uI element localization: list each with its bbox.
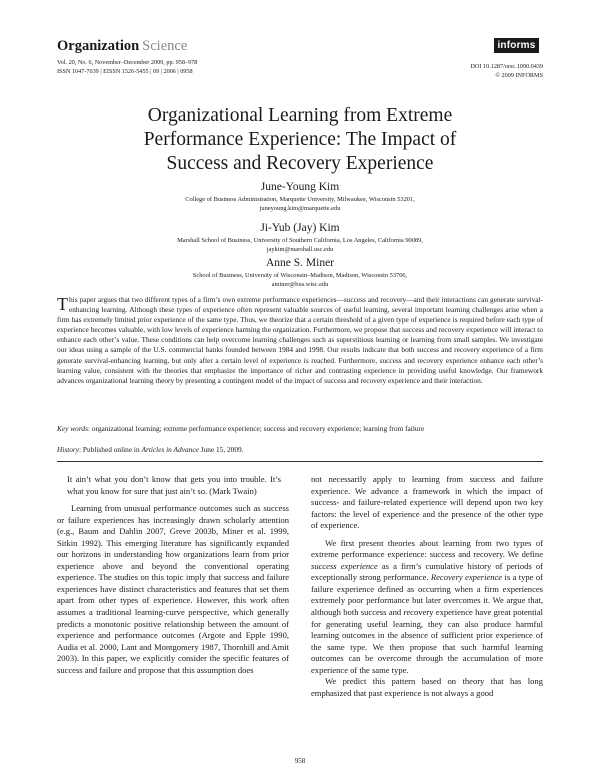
author-name: Anne S. Miner <box>265 257 335 269</box>
paragraph-text: as a firm’s cumulative history of periods of exceptionally strong performance. <box>311 560 543 583</box>
title-line: Success and Recovery Experience <box>166 153 434 174</box>
journal-name-secondary: Science <box>142 38 188 54</box>
issue-info <box>57 58 197 76</box>
abstract-dropcap: T <box>57 294 68 314</box>
author-email: jaykim@marshall.usc.edu <box>266 245 334 253</box>
author-block <box>60 222 540 254</box>
paragraph-text: is a type of failure experience defined as occurring when a firm experiences extremely poor performance but later overcomes it. We argue that, although both success and recovery experience have great potential for generating useful learning, they can also produce harmful learning outcomes in the absence of sufficient prior experience of the same type. We then propose that such harmful learning outcomes can be overcome through the accumulation of more experience of the same type. <box>311 572 543 675</box>
body-paragraph: Learning from unusual performance outcomes such as success or failure experiences has increasingly drawn scholarly attention (e.g., Baum and Dahlin 2007, Greve 2003b, Miner et al. 1999, Sitkin 1992). This emerging literature has significantly expanded our horizons in understanding how organizations learn from prior experience above and beyond the conventional operating experience. The studies on this topic imply that success and failure experiences have distinct characteristics and features that set them apart from other types of experience. However, this work often assumes a traditional learning-curve perspective, which generally predicts a monotonic positive relationship between the amount of experience and performance outcomes (Argote and Epple 1990, Audia et al. 2000, Lant and Montgomery 1987, Thornhill and Amit 2003). In this paper, we explicitly consider the specific features of success and failure and propose that this assumption does <box>57 503 289 675</box>
author-affiliation: College of Business Administration, Marquette University, Milwaukee, Wisconsin 53201, <box>185 196 415 203</box>
keywords-text: organizational learning; extreme performance experience; success and recovery experience; learning from failure <box>91 424 425 433</box>
history-date: June 15, 2009. <box>198 445 244 454</box>
doi-line: DOI 10.1287/orsc.1090.0439 <box>470 63 543 70</box>
term-success-experience: success experience <box>311 560 378 571</box>
publisher-logo: informs <box>494 38 539 53</box>
author-email: juneyoung.kim@marquette.edu <box>259 204 341 212</box>
paragraph-text: We first present theories about learning from two types of extreme performance experience: success and recovery. We define <box>311 537 543 560</box>
keywords: Key words: organizational learning; extreme performance experience; success and recovery experience; learning from failure <box>57 424 425 433</box>
history-venue: Articles in Advance <box>141 445 199 454</box>
title-line: Organizational Learning from Extreme <box>147 105 453 126</box>
journal-name <box>57 38 187 54</box>
left-column <box>57 474 289 676</box>
copyright-line: © 2009 INFORMS <box>495 72 543 79</box>
author-affiliation: School of Business, University of Wisconsin–Madison, Madison, Wisconsin 53706, <box>192 272 408 279</box>
abstract-text: his paper argues that two different types of a firm’s own extreme performance experiences—success and recovery—and their interactions can generate survival-enhancing learning. Although these types of experience often represent valuable sources of useful learning, several important learning challenges arise when a firm has extremely limited prior experience of the same type. Thus, we theorize that a certain threshold of a given type of experience is required before each type of experience becomes valuable, with low levels of experience harming the organization. Furthermore, we propose that success and recovery experience will interact to enhance each other’s value. These conditions can help overcome learning challenges such as superstitious learning or learning from small samples. We investigate our ideas using a sample of the U.S. commercial banks founded between 1984 and 1998. Our results indicate that both success and recovery experience of a firm generate survival-enhancing learning, but only after a certain level of experience is reached. Furthermore, success and recovery experience enhance each other’s learning value, consistent with the theories that emphasize the importance of richer and contrasting experience in providing useful knowledge. Our framework advances organizational learning theory by presenting a contingent model of the impact of success and recovery experience and their interaction. <box>57 295 543 385</box>
page-number: 958 <box>294 757 306 765</box>
volume-line: Vol. 20, No. 6, November–December 2009, pp. 958–978 <box>57 59 198 66</box>
history: History: Published online in Articles in Advance June 15, 2009. <box>57 445 244 454</box>
journal-name-primary: Organization <box>57 38 140 54</box>
author-block <box>60 257 540 289</box>
history-text: Published online in <box>82 445 142 454</box>
issn-line: ISSN 1047-7039 | EISSN 1526-5455 | 09 | 2006 | 0958 <box>57 68 193 75</box>
section-divider <box>57 461 543 462</box>
title-line: Performance Experience: The Impact of <box>143 129 457 150</box>
history-label: History <box>57 445 80 454</box>
doi-info <box>470 62 543 80</box>
body-paragraph <box>311 538 543 677</box>
body-paragraph: not necessarily apply to learning from success and failure experience. We advance a framework in which the impact of success- and failure-related experience will depend upon two key factors: the level of experience and the presence of the other type of experience. <box>311 474 543 531</box>
author-block <box>60 181 540 213</box>
keywords-label: Key words <box>57 424 88 433</box>
epigraph: It ain’t what you don’t know that gets you into trouble. It’s what you know for sure that just ain’t so. (Mark Twain) <box>67 474 281 496</box>
abstract <box>57 295 543 386</box>
author-email: aminer@bus.wisc.edu <box>271 280 329 288</box>
author-name: Ji-Yub (Jay) Kim <box>260 222 340 234</box>
body-paragraph: We predict this pattern based on theory that has long emphasized that past experience is not always a good <box>311 676 543 698</box>
term-recovery-experience: Recovery experience <box>430 572 503 583</box>
right-column <box>311 474 543 699</box>
paper-title <box>60 104 540 176</box>
author-name: June-Young Kim <box>260 181 340 193</box>
author-affiliation: Marshall School of Business, University of Southern California, Los Angeles, California 90089, <box>177 237 423 244</box>
